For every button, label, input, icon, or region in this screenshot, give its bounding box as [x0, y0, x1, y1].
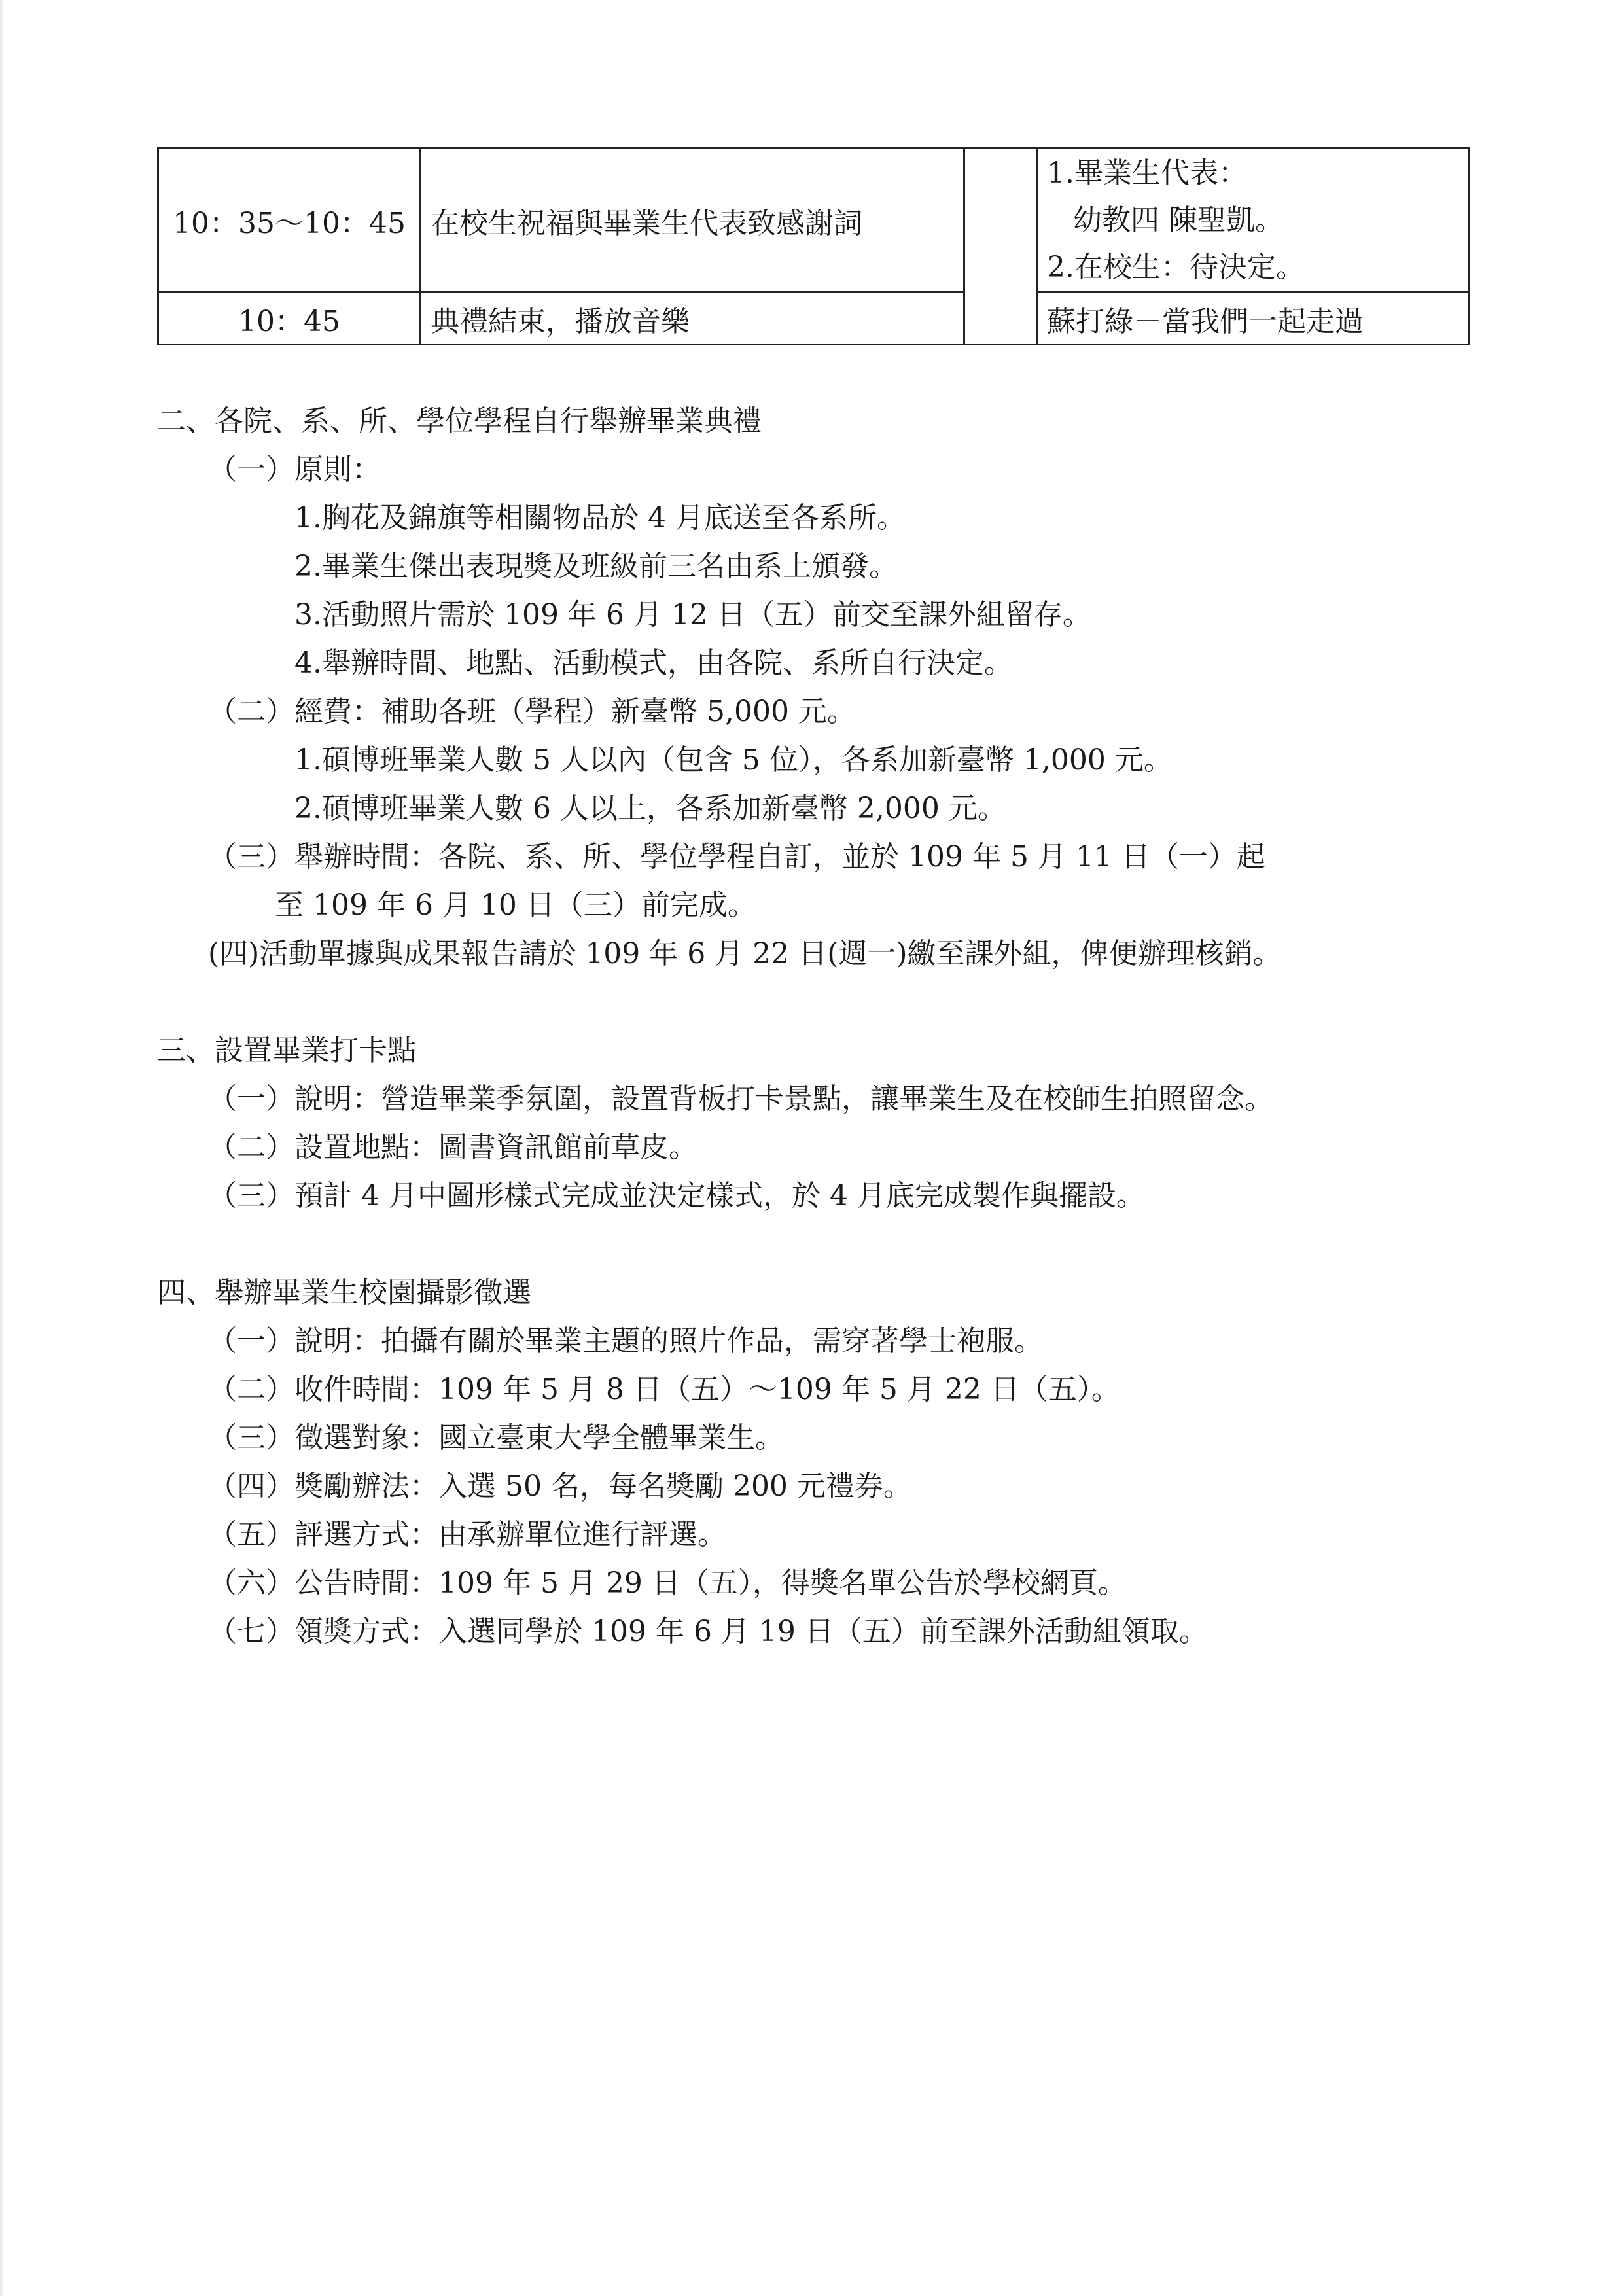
table-row	[158, 292, 1470, 345]
table-row	[158, 149, 1470, 292]
section-heading: 二、各院、系、所、學位學程自行舉辦畢業典禮	[157, 404, 762, 438]
subsection-label: （二）經費：補助各班（學程）新臺幣 5,000 元。	[208, 695, 856, 728]
note-line: 幼教四 陳聖凱。	[1073, 203, 1284, 237]
paragraph-line: （三）舉辦時間：各院、系、所、學位學程自訂，並於 109 年 5 月 11 日（一）起	[208, 840, 1265, 874]
scan-edge	[0, 0, 4, 2296]
section-heading: 三、設置畢業打卡點	[157, 1034, 416, 1067]
list-item: （五）評選方式：由承辦單位進行評選。	[208, 1518, 726, 1551]
list-item: （六）公告時間：109 年 5 月 29 日（五），得獎名單公告於學校網頁。	[208, 1566, 1127, 1600]
note-line: 1.畢業生代表：	[1047, 156, 1247, 190]
section-heading: 四、舉辦畢業生校園攝影徵選	[157, 1276, 531, 1309]
subsection-label: （一）原則：	[208, 453, 381, 486]
blank-cell	[964, 149, 1037, 345]
list-item: （二）收件時間：109 年 5 月 8 日（五）～109 年 5 月 22 日（五）。	[208, 1373, 1120, 1406]
note-cell	[1037, 149, 1470, 292]
list-item: 1.碩博班畢業人數 5 人以內（包含 5 位），各系加新臺幣 1,000 元。	[294, 743, 1173, 777]
note-cell: 蘇打綠－當我們一起走過	[1037, 292, 1470, 345]
list-item: （一）說明：營造畢業季氛圍，設置背板打卡景點，讓畢業生及在校師生拍照留念。	[208, 1082, 1273, 1116]
list-item: （四）獎勵辦法：入選 50 名，每名獎勵 200 元禮券。	[208, 1470, 912, 1503]
time-cell: 10：45	[158, 292, 421, 345]
list-item: （一）說明：拍攝有關於畢業主題的照片作品，需穿著學士袍服。	[208, 1324, 1043, 1358]
item-cell: 在校生祝福與畢業生代表致感謝詞	[421, 149, 964, 292]
list-item: （七）領獎方式：入選同學於 109 年 6 月 19 日（五）前至課外活動組領取。	[208, 1615, 1208, 1648]
paragraph-line: (四)活動單據與成果報告請於 109 年 6 月 22 日(週一)繳至課外組，俾便辦理核銷。	[208, 937, 1282, 970]
list-item: 1.胸花及錦旗等相關物品於 4 月底送至各系所。	[294, 501, 906, 535]
item-cell: 典禮結束，播放音樂	[421, 292, 964, 345]
schedule-table	[157, 147, 1470, 345]
note-line: 2.在校生：待決定。	[1047, 250, 1305, 284]
list-item: （三）徵選對象：國立臺東大學全體畢業生。	[208, 1421, 784, 1455]
list-item: 2.畢業生傑出表現獎及班級前三名由系上頒發。	[294, 550, 898, 583]
list-item: 4.舉辦時間、地點、活動模式，由各院、系所自行決定。	[294, 646, 1013, 680]
time-cell: 10：35～10：45	[158, 149, 421, 292]
list-item: 3.活動照片需於 109 年 6 月 12 日（五）前交至課外組留存。	[294, 598, 1091, 631]
list-item: （二）設置地點：圖書資訊館前草皮。	[208, 1131, 697, 1164]
list-item: （三）預計 4 月中圖形樣式完成並決定樣式，於 4 月底完成製作與擺設。	[208, 1179, 1145, 1212]
paragraph-line: 至 109 年 6 月 10 日（三）前完成。	[275, 889, 756, 922]
list-item: 2.碩博班畢業人數 6 人以上，各系加新臺幣 2,000 元。	[294, 792, 1006, 825]
